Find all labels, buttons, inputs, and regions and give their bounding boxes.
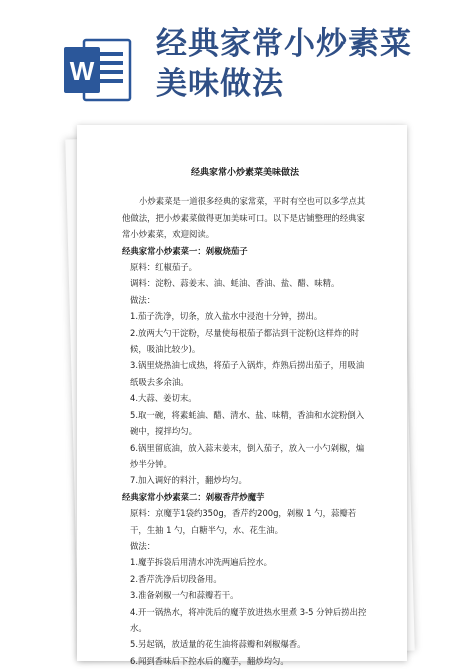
dish2-method-label: 做法： — [130, 540, 156, 551]
word-document-icon — [62, 38, 134, 102]
dish2-step: 1.魔芋拆袋后用清水冲洗两遍后控水。 — [130, 557, 272, 568]
dish1-step: 3.锅里烧热油七成热，将茄子入锅炸，炸熟后捞出茄子，用吸油纸吸去多余油。 — [130, 360, 365, 387]
dish1-step: 5.取一碗，将素蚝油、醋、清水、盐、味精，香油和水淀粉倒入碗中，搅拌均匀。 — [130, 409, 365, 437]
dish1-step: 1.茄子洗净，切条，放入盐水中浸泡十分钟，捞出。 — [130, 311, 323, 322]
dish1-seasoning: 调料：淀粉、蒜姜末、油、蚝油、香油、盐、醋、味精。 — [130, 278, 340, 289]
banner-title-line1: 经典家常小炒素菜 — [156, 26, 412, 62]
banner-title — [156, 24, 466, 104]
document-body — [122, 165, 368, 669]
dish1-step: 7.加入调好的料汁，翻炒均匀。 — [130, 475, 247, 486]
dish2-step: 3.准备剁椒一勺和蒜瓣若干。 — [130, 590, 239, 601]
document-title: 经典家常小炒素菜美味做法 — [190, 168, 299, 178]
dish1-step: 6.锅里留底油，放入蒜末姜末，倒入茄子，放入一小勺剁椒，煸炒半分钟。 — [130, 442, 365, 469]
dish2-step: 6.闻到香味后下控水后的魔芋，翻炒均匀。 — [130, 655, 289, 666]
dish1-heading: 经典家常小炒素菜一：剁椒烧茄子 — [122, 245, 248, 256]
dish1-ingredients: 原料：红椒茄子。 — [130, 262, 197, 273]
dish1-step: 4.大蒜、姜切末。 — [130, 393, 197, 404]
intro-paragraph: 小炒素菜是一道很多经典的家常菜，平时有空也可以多学点其他做法，把小炒素菜做得更加美味可口。以下是店铺整理的经典家常小炒素菜，欢迎阅读。 — [122, 196, 366, 240]
dish2-heading: 经典家常小炒素菜二：剁椒香芹炒魔芋 — [122, 491, 265, 502]
document-page — [77, 125, 407, 666]
dish1-method-label: 做法： — [130, 294, 156, 305]
dish2-step: 4.开一锅热水，将冲洗后的魔芋放进热水里煮 3-5 分钟后捞出控水。 — [130, 606, 367, 633]
dish2-step: 5.另起锅，放适量的花生油将蒜瓣和剁椒爆香。 — [130, 639, 306, 650]
word-logo-letter: W — [69, 56, 95, 86]
header-banner — [0, 0, 474, 118]
dish2-step: 2.香芹洗净后切段备用。 — [130, 573, 222, 584]
dish2-ingredients: 原料：京魔芋1袋约350g，香芹约200g，剁椒 1 勺，蒜瓣若干，生抽 1 勺，白糖半勺，水、花生油。 — [130, 508, 357, 535]
dish1-step: 2.放两大勺干淀粉，尽量使每根茄子都沾到干淀粉(这样炸的时候，吸油比较少)。 — [130, 327, 360, 355]
banner-title-line2: 美味做法 — [156, 66, 284, 102]
